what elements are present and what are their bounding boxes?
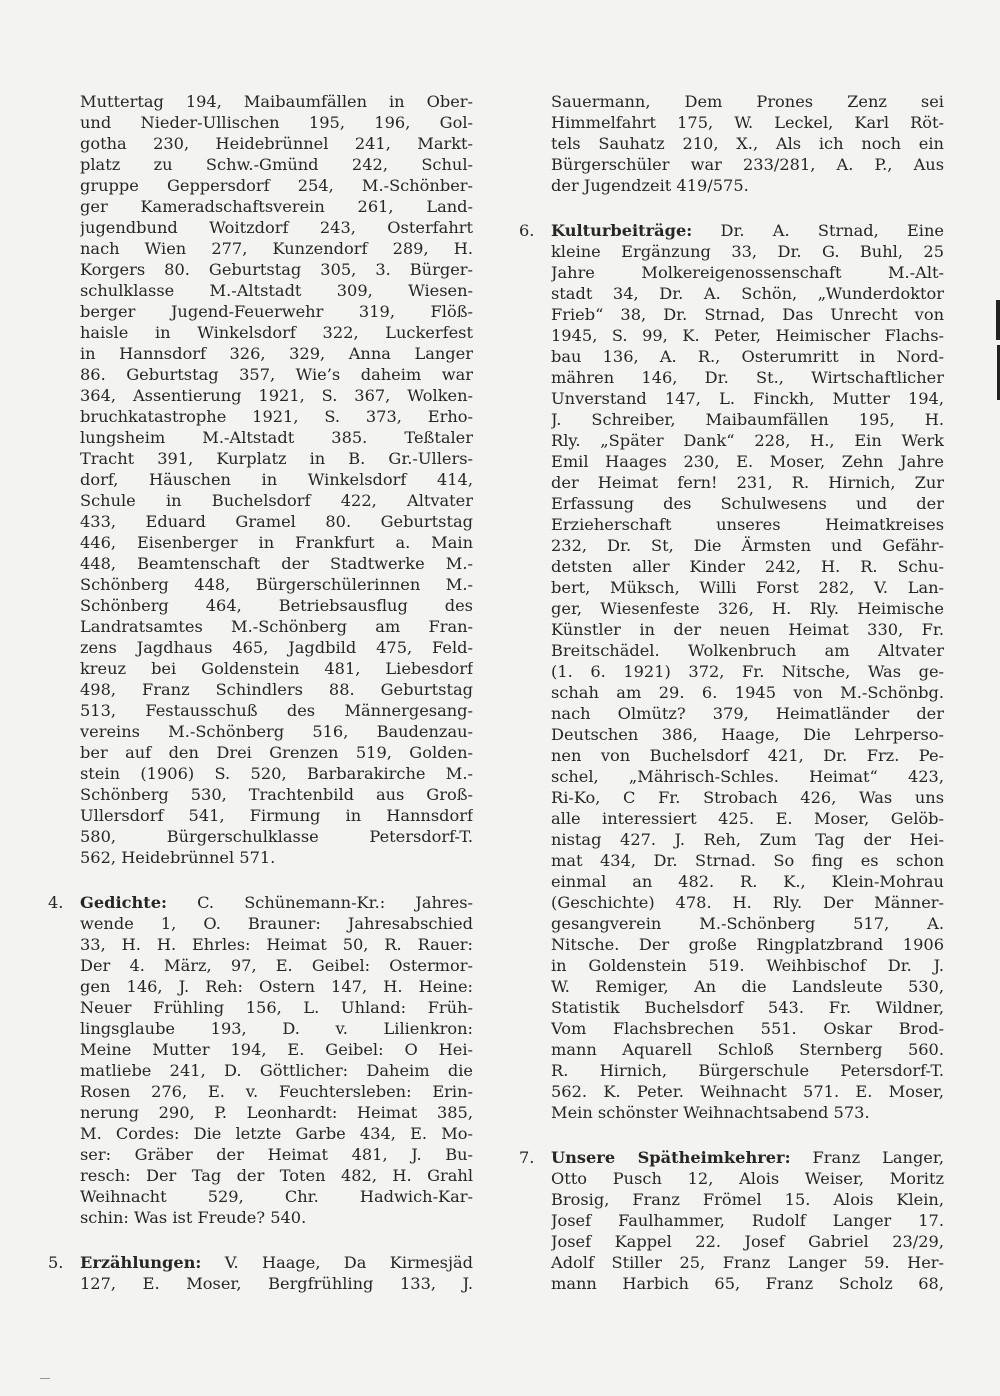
text-line: [80, 301, 473, 322]
line-text: nerung 290, P. Leonhardt: Heimat 385,: [80, 1103, 473, 1122]
line-text: berger Jugend-Feuerwehr 319, Flöß-: [80, 302, 473, 321]
text-line: [551, 493, 944, 514]
text-line: [551, 1231, 944, 1252]
text-line: [551, 1039, 944, 1060]
text-line: [551, 325, 944, 346]
text-line: [80, 1273, 473, 1294]
line-text: 433, Eduard Gramel 80. Geburtstag: [80, 512, 473, 531]
line-text: nistag 427. J. Reh, Zum Tag der Hei-: [551, 830, 944, 849]
line-text: der Heimat fern! 231, R. Hirnich, Zur: [551, 473, 944, 492]
line-text: kleine Ergänzung 33, Dr. G. Buhl, 25: [551, 242, 944, 261]
line-text: Rly. „Später Dank“ 228, H., Ein Werk: [551, 431, 944, 450]
line-text: bau 136, A. R., Osterumritt in Nord-: [551, 347, 944, 366]
line-text: Josef Kappel 22. Josef Gabriel 23/29,: [551, 1232, 944, 1251]
line-text: 446, Eisenberger in Frankfurt a. Main: [80, 533, 473, 552]
line-text: nach Olmütz? 379, Heimatländer der: [551, 704, 944, 723]
line-text: vereins M.-Schönberg 516, Baudenzau-: [80, 722, 473, 741]
text-line: [80, 1039, 473, 1060]
line-text: Jahre Molkereigenossenschaft M.-Alt-: [551, 263, 944, 282]
section-number: 4.: [48, 893, 64, 912]
text-line: [551, 283, 944, 304]
line-text: Rosen 276, E. v. Feuchtersleben: Erin-: [80, 1082, 473, 1101]
text-line: [551, 472, 944, 493]
line-text: (1. 6. 1921) 372, Fr. Nitsche, Was ge-: [551, 662, 944, 681]
text-line: [80, 1123, 473, 1144]
text-line: [551, 1081, 944, 1102]
line-text: gruppe Geppersdorf 254, M.-Schönber-: [80, 176, 473, 195]
line-text: Deutschen 386, Haage, Die Lehrperso-: [551, 725, 944, 744]
text-line: [80, 595, 473, 616]
line-text: J. Schreiber, Maibaumfällen 195, H.: [551, 410, 944, 429]
line-text: platz zu Schw.-Gmünd 242, Schul-: [80, 155, 473, 174]
section-heading: Gedichte:: [80, 893, 167, 912]
text-line: [80, 112, 473, 133]
text-line: [80, 658, 473, 679]
line-text: Schule in Buchelsdorf 422, Altvater: [80, 491, 473, 510]
line-text: Nitsche. Der große Ringplatzbrand 1906: [551, 935, 944, 954]
text-line: [551, 556, 944, 577]
line-text: mann Aquarell Schloß Sternberg 560.: [551, 1040, 944, 1059]
text-line: [551, 367, 944, 388]
text-line: [80, 1060, 473, 1081]
text-line: [80, 448, 473, 469]
line-text: Statistik Buchelsdorf 543. Fr. Wildner,: [551, 998, 944, 1017]
section-heading: Erzählungen:: [80, 1253, 202, 1272]
line-text: Brosig, Franz Frömel 15. Alois Klein,: [551, 1190, 944, 1209]
line-text: Otto Pusch 12, Alois Weiser, Moritz: [551, 1169, 944, 1188]
line-text: schel, „Mährisch-Schles. Heimat“ 423,: [551, 767, 944, 786]
line-text: 580, Bürgerschulklasse Petersdorf-T.: [80, 827, 473, 846]
line-text: Franz Langer,: [812, 1148, 944, 1167]
text-line: [80, 913, 473, 934]
line-text: Ri-Ko, C Fr. Strobach 426, Was uns: [551, 788, 944, 807]
line-text: wende 1, O. Brauner: Jahresabschied: [80, 914, 473, 933]
text-line: [551, 388, 944, 409]
text-line: [80, 763, 473, 784]
line-text: 232, Dr. St, Die Ärmsten und Gefähr-: [551, 536, 944, 555]
text-line: [551, 346, 944, 367]
line-text: 448, Beamtenschaft der Stadtwerke M.-: [80, 554, 473, 573]
line-text: 127, E. Moser, Bergfrühling 133, J.: [80, 1274, 473, 1293]
line-text: kreuz bei Goldenstein 481, Liebesdorf: [80, 659, 473, 678]
text-line: [80, 1252, 473, 1273]
line-text: Künstler in der neuen Heimat 330, Fr.: [551, 620, 944, 639]
text-line: [80, 721, 473, 742]
line-text: einmal an 482. R. K., Klein-Mohrau: [551, 872, 944, 891]
line-text: mann Harbich 65, Franz Scholz 68,: [551, 1274, 944, 1293]
text-line: [80, 196, 473, 217]
line-text: ser: Gräber der Heimat 481, J. Bu-: [80, 1145, 473, 1164]
line-text: schin: Was ist Freude? 540.: [80, 1208, 307, 1227]
line-text: matliebe 241, D. Göttlicher: Daheim die: [80, 1061, 473, 1080]
line-text: stadt 34, Dr. A. Schön, „Wunderdoktor: [551, 284, 944, 303]
text-line: [80, 1018, 473, 1039]
text-line: [80, 934, 473, 955]
text-line: [551, 451, 944, 472]
line-text: Erfassung des Schulwesens und der: [551, 494, 944, 513]
line-text: der Jugendzeit 419/575.: [551, 176, 749, 195]
text-line: [80, 1207, 473, 1228]
line-text: Weihnacht 529, Chr. Hadwich-Kar-: [80, 1187, 473, 1206]
line-text: gen 146, J. Reh: Ostern 147, H. Heine:: [80, 977, 473, 996]
text-line: [551, 871, 944, 892]
text-line: [551, 1189, 944, 1210]
text-line: [80, 1081, 473, 1102]
line-text: bruchkatastrophe 1921, S. 373, Erho-: [80, 407, 473, 426]
line-text: Josef Faulhammer, Rudolf Langer 17.: [551, 1211, 944, 1230]
index-section: [48, 892, 473, 1228]
text-line: [80, 805, 473, 826]
text-line: [551, 112, 944, 133]
text-line: [551, 1168, 944, 1189]
line-text: lingsglaube 193, D. v. Lilienkron:: [80, 1019, 473, 1038]
text-line: [551, 1210, 944, 1231]
line-text: gesangverein M.-Schönberg 517, A.: [551, 914, 944, 933]
text-line: [551, 787, 944, 808]
line-text: alle interessiert 425. E. Moser, Gelöb-: [551, 809, 944, 828]
line-text: Schönberg 448, Bürgerschülerinnen M.-: [80, 575, 473, 594]
line-text: Neuer Frühling 156, L. Uhland: Früh-: [80, 998, 473, 1017]
index-section: [519, 1147, 944, 1294]
line-text: Der 4. März, 97, E. Geibel: Ostermor-: [80, 956, 473, 975]
text-line: [80, 322, 473, 343]
line-text: 562, Heidebrünnel 571.: [80, 848, 276, 867]
text-line: [80, 784, 473, 805]
line-text: Meine Mutter 194, E. Geibel: O Hei-: [80, 1040, 473, 1059]
line-text: nach Wien 277, Kunzendorf 289, H.: [80, 239, 473, 258]
line-text: ber auf den Drei Grenzen 519, Golden-: [80, 743, 473, 762]
line-text: R. Hirnich, Bürgerschule Petersdorf-T.: [551, 1061, 944, 1080]
line-text: 86. Geburtstag 357, Wie’s daheim war: [80, 365, 473, 384]
text-line: [551, 1102, 944, 1123]
text-line: [551, 766, 944, 787]
text-line: [80, 1165, 473, 1186]
line-text: Muttertag 194, Maibaumfällen in Ober-: [80, 92, 473, 111]
text-line: [80, 997, 473, 1018]
text-line: [80, 574, 473, 595]
line-text: zens Jagdhaus 465, Jagdbild 475, Feld-: [80, 638, 473, 657]
line-text: Vom Flachsbrechen 551. Oskar Brod-: [551, 1019, 944, 1038]
text-line: [80, 511, 473, 532]
line-text: 498, Franz Schindlers 88. Geburtstag: [80, 680, 473, 699]
text-line: [551, 724, 944, 745]
text-line: [80, 469, 473, 490]
index-section-continued: [551, 91, 944, 196]
text-line: [551, 640, 944, 661]
text-line: [80, 259, 473, 280]
line-text: Breitschädel. Wolkenbruch am Altvater: [551, 641, 944, 660]
text-line: [551, 154, 944, 175]
index-section: [48, 1252, 473, 1294]
line-text: 562. K. Peter. Weihnacht 571. E. Moser,: [551, 1082, 944, 1101]
left-column: [48, 91, 473, 1294]
section-number: 5.: [48, 1253, 64, 1272]
text-line: [80, 280, 473, 301]
line-text: nen von Buchelsdorf 421, Dr. Frz. Pe-: [551, 746, 944, 765]
line-text: tels Sauhatz 210, X., Als ich noch ein: [551, 134, 944, 153]
text-line: [551, 1060, 944, 1081]
line-text: und Nieder-Ullischen 195, 196, Gol-: [80, 113, 473, 132]
scan-speck: [40, 1378, 50, 1379]
line-text: Mein schönster Weihnachtsabend 573.: [551, 1103, 870, 1122]
index-section-continued: [80, 91, 473, 868]
text-line: [80, 742, 473, 763]
text-line: [551, 220, 944, 241]
text-line: [551, 1252, 944, 1273]
text-line: [80, 427, 473, 448]
text-line: [80, 175, 473, 196]
line-text: 1945, S. 99, K. Peter, Heimischer Flachs-: [551, 326, 944, 345]
line-text: V. Haage, Da Kirmesjäd: [224, 1253, 473, 1272]
text-line: [80, 637, 473, 658]
text-line: [80, 532, 473, 553]
line-text: Dr. A. Strnad, Eine: [720, 221, 944, 240]
line-text: gotha 230, Heidebrünnel 241, Markt-: [80, 134, 473, 153]
line-text: mat 434, Dr. Strnad. So fing es schon: [551, 851, 944, 870]
line-text: W. Remiger, An die Landsleute 530,: [551, 977, 944, 996]
text-line: [551, 850, 944, 871]
line-text: M. Cordes: Die letzte Garbe 434, E. Mo-: [80, 1124, 473, 1143]
line-text: haisle in Winkelsdorf 322, Luckerfest: [80, 323, 473, 342]
scan-edge-mark: [996, 300, 1000, 340]
line-text: jugendbund Woitzdorf 243, Osterfahrt: [80, 218, 473, 237]
right-column: [519, 91, 944, 1294]
text-line: [551, 934, 944, 955]
text-line: [551, 976, 944, 997]
line-text: Frieb“ 38, Dr. Strnad, Das Unrecht von: [551, 305, 944, 324]
text-line: [80, 616, 473, 637]
text-line: [551, 955, 944, 976]
line-text: Emil Haages 230, E. Moser, Zehn Jahre: [551, 452, 944, 471]
text-line: [551, 1018, 944, 1039]
text-line: [80, 154, 473, 175]
text-line: [551, 241, 944, 262]
section-number: 7.: [519, 1148, 535, 1167]
text-line: [551, 262, 944, 283]
text-line: [80, 976, 473, 997]
text-line: [551, 133, 944, 154]
line-text: Schönberg 530, Trachtenbild aus Groß-: [80, 785, 473, 804]
text-line: [551, 745, 944, 766]
text-line: [551, 304, 944, 325]
text-line: [551, 619, 944, 640]
line-text: Tracht 391, Kurplatz in B. Gr.-Ullers-: [80, 449, 473, 468]
line-text: Adolf Stiller 25, Franz Langer 59. Her-: [551, 1253, 944, 1272]
line-text: in Goldenstein 519. Weihbischof Dr. J.: [551, 956, 944, 975]
line-text: ger, Wiesenfeste 326, H. Rly. Heimische: [551, 599, 944, 618]
line-text: stein (1906) S. 520, Barbarakirche M.-: [80, 764, 473, 783]
line-text: (Geschichte) 478. H. Rly. Der Männer-: [551, 893, 944, 912]
line-text: 513, Festausschuß des Männergesang-: [80, 701, 473, 720]
text-line: [80, 1186, 473, 1207]
index-section: [519, 220, 944, 1123]
line-text: Schönberg 464, Betriebsausflug des: [80, 596, 473, 615]
section-number: 6.: [519, 221, 535, 240]
line-text: ger Kameradschaftsverein 261, Land-: [80, 197, 473, 216]
line-text: Unverstand 147, L. Finckh, Mutter 194,: [551, 389, 944, 408]
text-line: [551, 1147, 944, 1168]
text-line: [551, 997, 944, 1018]
line-text: Landratsamtes M.-Schönberg am Fran-: [80, 617, 473, 636]
text-line: [551, 175, 944, 196]
text-line: [80, 490, 473, 511]
text-line: [551, 829, 944, 850]
line-text: 364, Assentierung 1921, S. 367, Wolken-: [80, 386, 473, 405]
line-text: C. Schünemann-Kr.: Jahres-: [197, 893, 473, 912]
text-line: [80, 91, 473, 112]
text-line: [551, 892, 944, 913]
text-line: [551, 91, 944, 112]
text-line: [551, 661, 944, 682]
text-line: [551, 1273, 944, 1294]
text-line: [551, 808, 944, 829]
text-line: [80, 343, 473, 364]
line-text: lungsheim M.-Altstadt 385. Teßtaler: [80, 428, 473, 447]
section-heading: Unsere Spätheimkehrer:: [551, 1148, 791, 1167]
line-text: in Hannsdorf 326, 329, Anna Langer: [80, 344, 473, 363]
text-line: [551, 703, 944, 724]
text-line: [551, 598, 944, 619]
line-text: Korgers 80. Geburtstag 305, 3. Bürger-: [80, 260, 473, 279]
text-line: [80, 217, 473, 238]
line-text: Sauermann, Dem Prones Zenz sei: [551, 92, 944, 111]
text-line: [80, 238, 473, 259]
line-text: schulklasse M.-Altstadt 309, Wiesen-: [80, 281, 473, 300]
text-line: [551, 682, 944, 703]
line-text: schah am 29. 6. 1945 von M.-Schönbg.: [551, 683, 944, 702]
text-line: [80, 955, 473, 976]
text-line: [80, 1144, 473, 1165]
text-line: [80, 826, 473, 847]
text-line: [80, 133, 473, 154]
line-text: Bürgerschüler war 233/281, A. P., Aus: [551, 155, 944, 174]
line-text: mähren 146, Dr. St., Wirtschaftlicher: [551, 368, 944, 387]
line-text: bert, Müksch, Willi Forst 282, V. Lan-: [551, 578, 944, 597]
text-line: [80, 700, 473, 721]
text-line: [80, 679, 473, 700]
text-line: [551, 535, 944, 556]
section-heading: Kulturbeiträge:: [551, 221, 693, 240]
text-line: [80, 892, 473, 913]
text-line: [551, 409, 944, 430]
text-line: [80, 385, 473, 406]
line-text: detsten aller Kinder 242, H. R. Schu-: [551, 557, 944, 576]
line-text: resch: Der Tag der Toten 482, H. Grahl: [80, 1166, 473, 1185]
text-line: [551, 577, 944, 598]
line-text: Ullersdorf 541, Firmung in Hannsdorf: [80, 806, 473, 825]
line-text: 33, H. H. Ehrles: Heimat 50, R. Rauer:: [80, 935, 473, 954]
line-text: Himmelfahrt 175, W. Leckel, Karl Röt-: [551, 113, 944, 132]
text-line: [80, 364, 473, 385]
line-text: dorf, Häuschen in Winkelsdorf 414,: [80, 470, 473, 489]
text-line: [551, 430, 944, 451]
text-line: [80, 847, 473, 868]
text-line: [80, 1102, 473, 1123]
text-line: [80, 406, 473, 427]
line-text: Erzieherschaft unseres Heimatkreises: [551, 515, 944, 534]
text-line: [551, 913, 944, 934]
text-line: [80, 553, 473, 574]
text-line: [551, 514, 944, 535]
